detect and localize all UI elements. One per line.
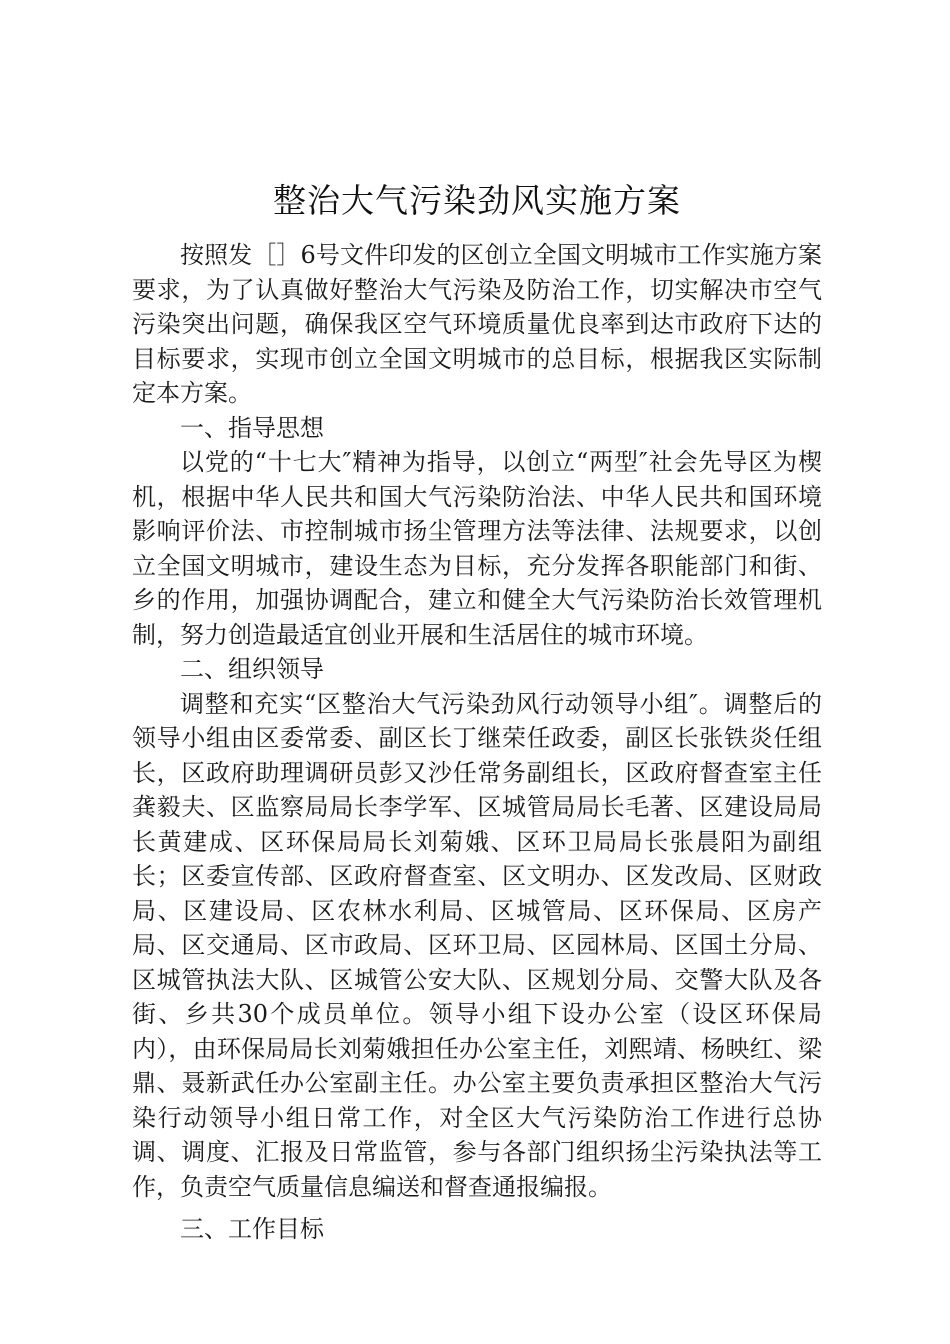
section-heading-organization-leadership: 二、组织领导 (180, 655, 324, 683)
section-heading-work-goals: 三、工作目标 (180, 1215, 324, 1243)
intro-paragraph: 按照发［］6号文件印发的区创立全国文明城市工作实施方案要求，为了认真做好整治大气污染及防治工作，切实解决市空气污染突出问题，确保我区空气环境质量优良率到达市政府下达的目标要求，实现市创立全国文明城市的总目标，根据我区实际制定本方案。 (132, 241, 822, 407)
document-title: 整治大气污染劲风实施方案 (273, 181, 681, 220)
section-heading-guiding-ideology: 一、指导思想 (180, 413, 324, 442)
section-body-guiding-ideology: 以党的“十七大″精神为指导，以创立“两型″社会先导区为楔机，根据中华人民共和国大气污染防治法、中华人民共和国环境影响评价法、市控制城市扬尘管理方法等法律、法规要求，以创立全国文明城市，建设生态为目标，充分发挥各职能部门和街、乡的作用，加强协调配合，建立和健全大气污染防治长效管理机制，努力创造最适宜创业开展和生活居住的城市环境。 (132, 448, 822, 649)
document-body (132, 178, 822, 1247)
section-body-organization-leadership: 调整和充实“区整治大气污染劲风行动领导小组″。调整后的领导小组由区委常委、副区长丁继荣任政委，副区长张铁炎任组长，区政府助理调研员彭又沙任常务副组长，区政府督查室主任龚毅夫、区监察局局长李学军、区城管局局长毛著、区建设局局长黄建成、区环保局局长刘菊娥、区环卫局局长张晨阳为副组长；区委宣传部、区政府督查室、区文明办、区发改局、区财政局、区建设局、区农林水利局、区城管局、区环保局、区房产局、区交通局、区市政局、区环卫局、区园林局、区国土分局、区城管执法大队、区城管公安大队、区规划分局、交警大队及各街、乡共30个成员单位。领导小组下设办公室（设区环保局内），由环保局局长刘菊娥担任办公室主任，刘熙靖、杨映红、梁鼎、聂新武任办公室副主任。办公室主要负责承担区整治大气污染行动领导小组日常工作，对全区大气污染防治工作进行总协调、调度、汇报及日常监管，参与各部门组织扬尘污染执法等工作，负责空气质量信息编送和督查通报编报。 (132, 689, 822, 1201)
